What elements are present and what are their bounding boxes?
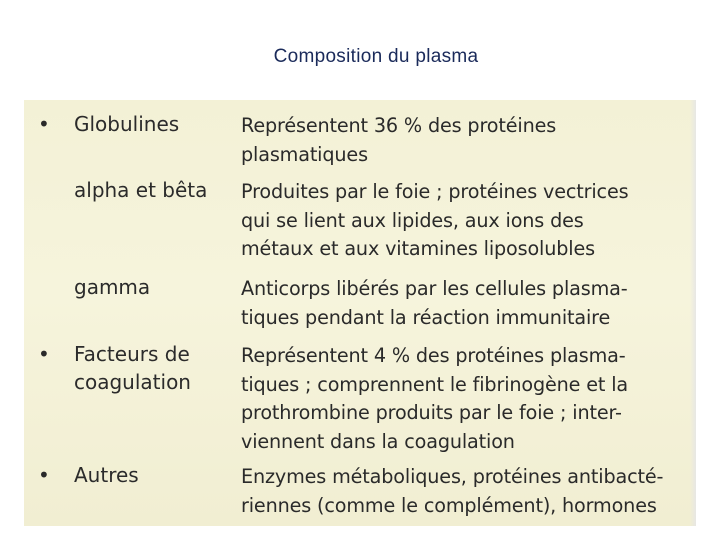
term-facteurs-coagulation [74,340,254,396]
scanned-table-image [24,100,696,526]
desc-line: Anticorps libérés par les cellules plasma- [241,277,628,300]
bullet-icon: • [38,342,50,366]
term-globulines: Globulines [74,112,180,136]
desc-facteurs-coagulation [241,342,691,456]
term-line: coagulation [74,370,191,394]
desc-alpha-beta [241,178,691,264]
desc-autres [241,463,691,520]
bullet-icon: • [38,112,50,136]
term-line: Facteurs de [74,342,190,366]
desc-gamma [241,275,691,332]
desc-globulines [241,112,691,169]
desc-line: métaux et aux vitamines liposolubles [241,237,595,260]
desc-line: tiques pendant la réaction immunitaire [241,305,611,329]
desc-line: prothrombine produits par le foie ; inter- [241,401,622,424]
desc-line: qui se lient aux lipides, aux ions des [241,208,584,232]
desc-line: viennent dans la coagulation [241,429,515,453]
bullet-icon: • [38,463,50,487]
desc-line: plasmatiques [241,142,368,166]
term-autres: Autres [74,463,139,487]
desc-line: tiques ; comprennent le fibrinogène et la [241,372,629,396]
term-gamma: gamma [74,275,151,299]
page-title: Composition du plasma [273,46,479,67]
desc-line: riennes (comme le complément), hormones [241,493,657,517]
desc-line: Enzymes métaboliques, protéines antibacté- [241,465,664,488]
desc-line: Représentent 36 % des protéines [241,114,557,137]
desc-line: Représentent 4 % des protéines plasma- [241,344,626,367]
desc-line: Produites par le foie ; protéines vectrices [241,180,629,203]
term-alpha-beta: alpha et bêta [74,178,208,202]
